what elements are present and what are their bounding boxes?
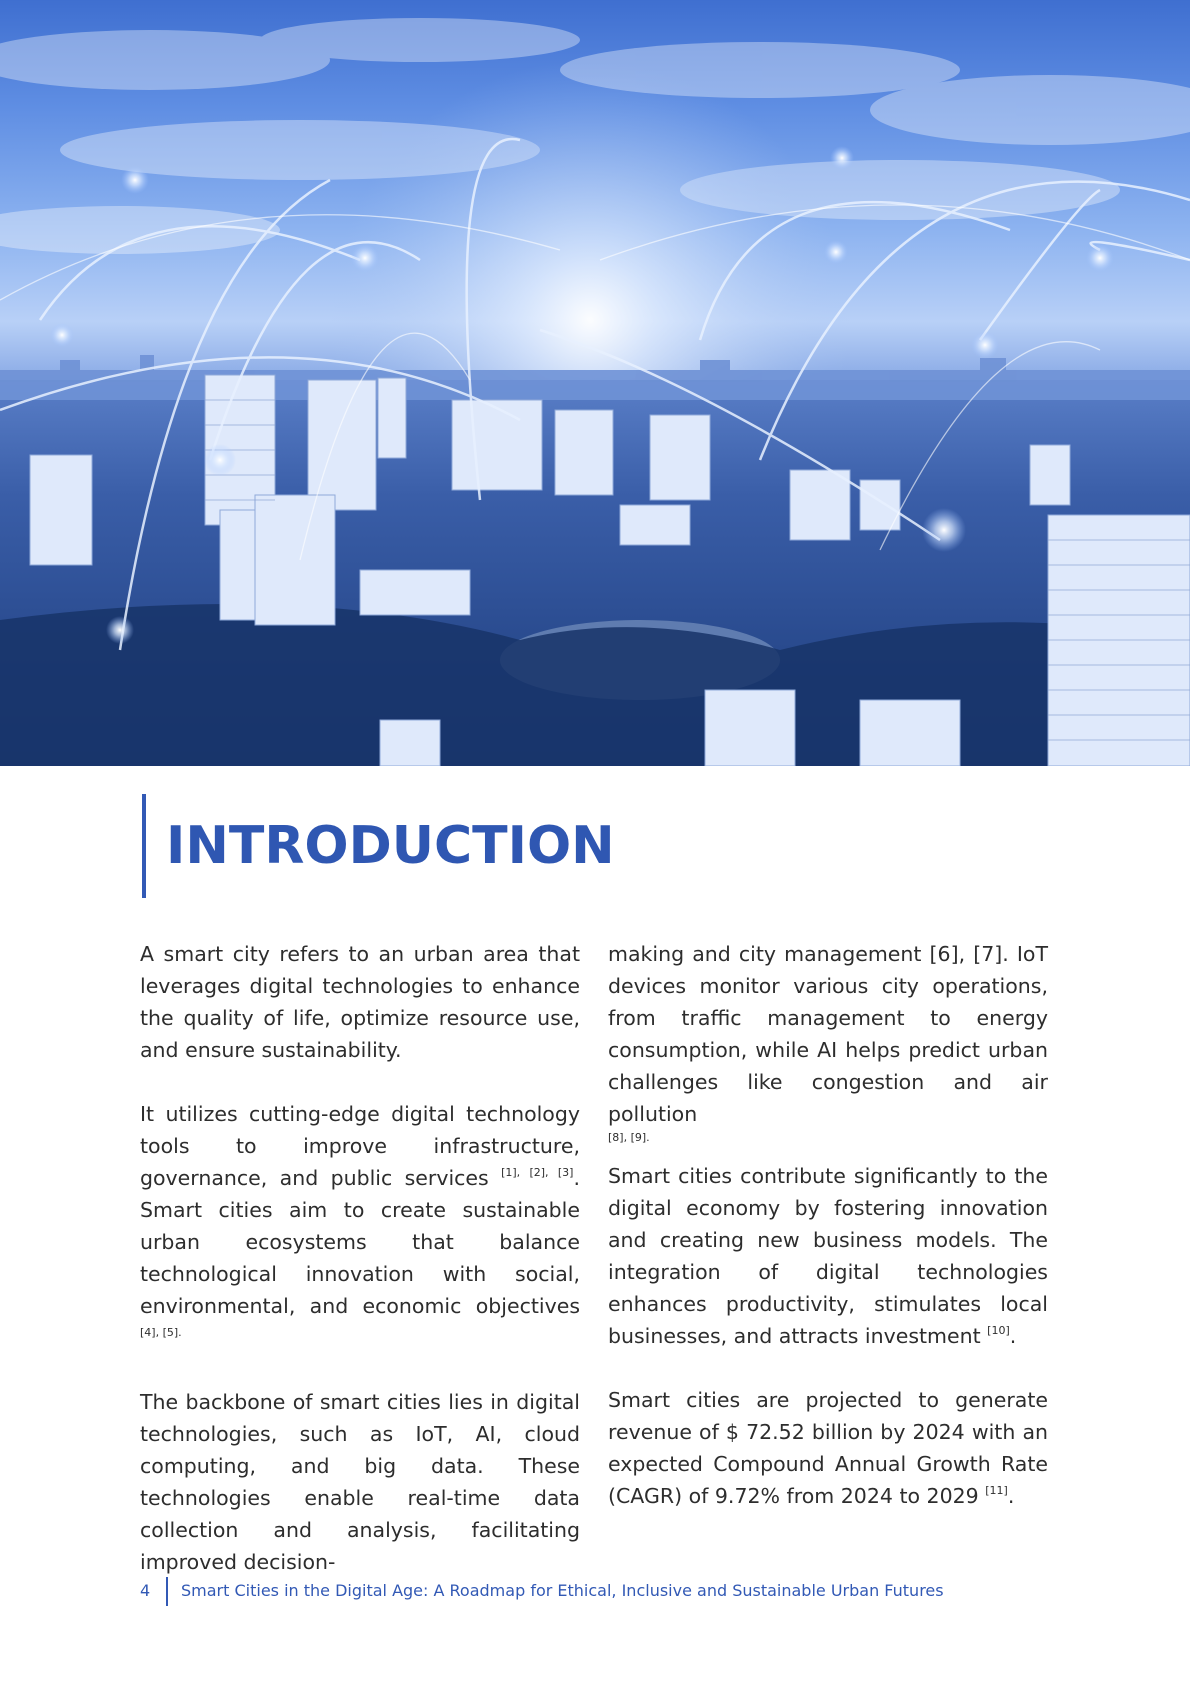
- paragraph-text: Smart cities contribute significantly to the digital economy by fostering innovation and creating new business models. The integration of digital technologies enhances productivity, stimulates local businesses, and attracts investment: [608, 1164, 1048, 1348]
- smart-city-network-photo: [0, 0, 1190, 766]
- paragraph: [608, 1160, 1048, 1352]
- paragraph-text: .: [1009, 1324, 1017, 1348]
- right-column: [608, 938, 1048, 1512]
- paragraph: [140, 1386, 580, 1578]
- paragraph-text: making and city management [6], [7]. IoT devices monitor various city operations, from traffic management to energy consumption, while AI helps predict urban challenges like congestion and air pollution: [608, 942, 1048, 1126]
- paragraph: [608, 938, 1048, 1130]
- heading-accent-bar: [142, 794, 146, 898]
- citation: [10]: [987, 1324, 1010, 1337]
- left-column: [140, 938, 580, 1578]
- page-number: 4: [140, 1581, 151, 1600]
- paragraph-text: .: [1007, 1484, 1015, 1508]
- paragraph-text: The backbone of smart cities lies in digital technologies, such as IoT, AI, cloud computing, and big data. These technologies enable real-time data collection and analysis, facilitating improved decision-: [140, 1390, 580, 1574]
- paragraph-text: Smart cities are projected to generate revenue of $ 72.52 billion by 2024 with an expected Compound Annual Growth Rate (CAGR) of 9.72% from 2024 to 2029: [608, 1388, 1048, 1508]
- paragraph-text: It utilizes cutting-edge digital technology tools to improve infrastructure, governance, and public services: [140, 1102, 580, 1190]
- section-heading: INTRODUCTION: [166, 816, 615, 876]
- paragraph: [140, 1098, 580, 1354]
- paragraph-text: . Smart cities aim to create sustainable urban ecosystems that balance technological innovation with social, environmental, and economic objectives: [140, 1166, 580, 1318]
- paragraph: [608, 1384, 1048, 1512]
- paragraph-text: A smart city refers to an urban area that leverages digital technologies to enhance the quality of life, optimize resource use, and ensure sustainability.: [140, 942, 580, 1062]
- hero-image: [0, 0, 1190, 766]
- citation: [1], [2], [3]: [501, 1166, 574, 1179]
- paragraph: [140, 938, 580, 1066]
- citation: [11]: [985, 1484, 1008, 1497]
- footer-divider: [166, 1577, 168, 1606]
- footer-document-title: Smart Cities in the Digital Age: A Roadmap for Ethical, Inclusive and Sustainable Urban Futures: [181, 1581, 944, 1600]
- citation: [4], [5].: [140, 1326, 182, 1339]
- citation: [8], [9].: [608, 1131, 650, 1144]
